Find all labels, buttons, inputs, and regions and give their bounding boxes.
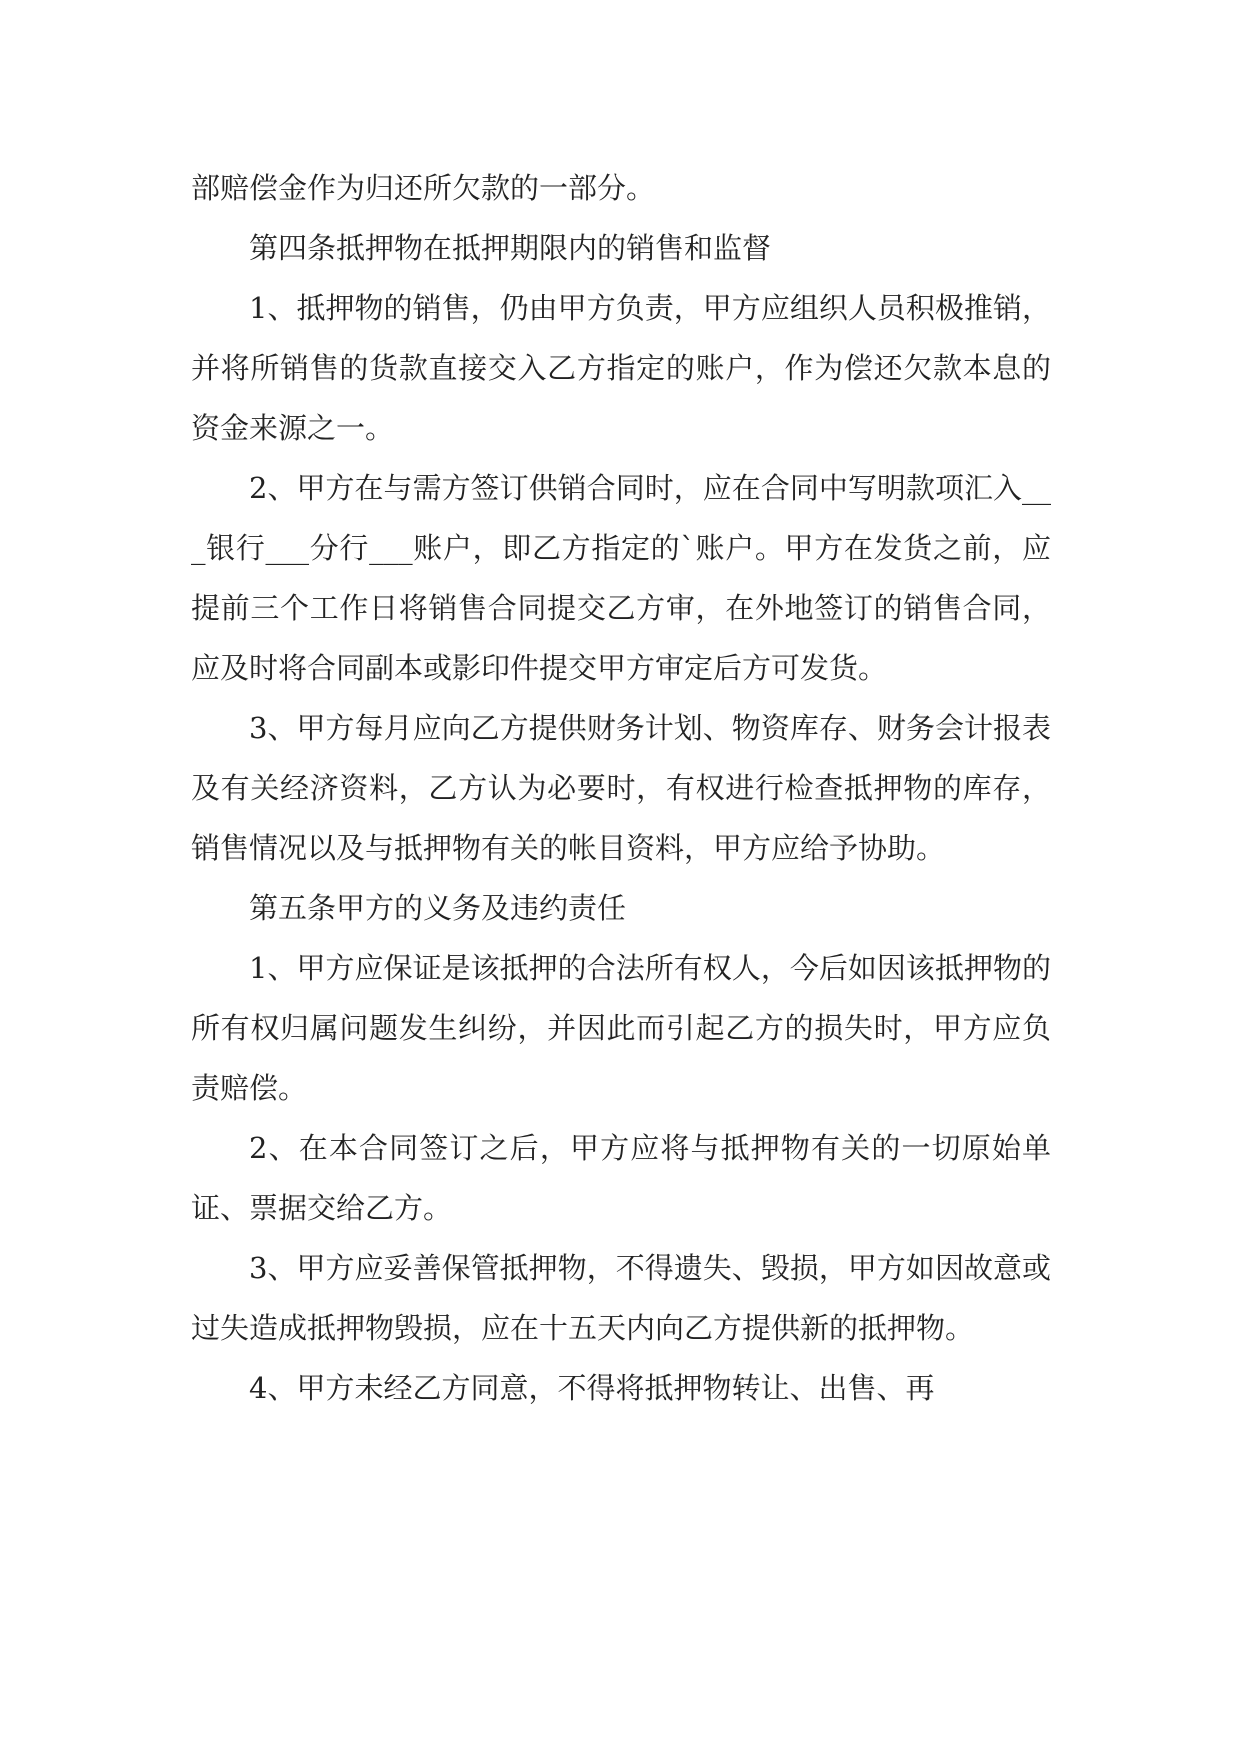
document-body bbox=[191, 158, 1051, 1418]
article-5-heading: 第五条甲方的义务及违约责任 bbox=[249, 891, 627, 925]
article-4-clause-3: 3、甲方每月应向乙方提供财务计划、物资库存、财务会计报表及有关经济资料，乙方认为必要时，有权进行检查抵押物的库存，销售情况以及与抵押物有关的帐目资料，甲方应给予协助。 bbox=[191, 711, 1051, 865]
article-4-clause-2: 2、甲方在与需方签订供销合同时，应在合同中写明款项汇入___银行___分行___账户，即乙方指定的`账户。甲方在发货之前，应提前三个工作日将销售合同提交乙方审，在外地签订的销售合同，应及时将合同副本或影印件提交甲方审定后方可发货。 bbox=[191, 471, 1051, 685]
article-4-heading: 第四条抵押物在抵押期限内的销售和监督 bbox=[249, 231, 772, 265]
article-4-clause-1: 1、抵押物的销售，仍由甲方负责，甲方应组织人员积极推销，并将所销售的货款直接交入乙方指定的账户，作为偿还欠款本息的资金来源之一。 bbox=[191, 291, 1051, 445]
article-5-clause-2: 2、在本合同签订之后，甲方应将与抵押物有关的一切原始单证、票据交给乙方。 bbox=[191, 1131, 1051, 1225]
paragraph-continuation: 部赔偿金作为归还所欠款的一部分。 bbox=[191, 171, 656, 205]
article-5-clause-4: 4、甲方未经乙方同意，不得将抵押物转让、出售、再 bbox=[249, 1371, 935, 1405]
article-5-clause-1: 1、甲方应保证是该抵押的合法所有权人，今后如因该抵押物的所有权归属问题发生纠纷，并因此而引起乙方的损失时，甲方应负责赔偿。 bbox=[191, 951, 1051, 1105]
article-5-clause-3: 3、甲方应妥善保管抵押物，不得遗失、毁损，甲方如因故意或过失造成抵押物毁损，应在十五天内向乙方提供新的抵押物。 bbox=[191, 1251, 1051, 1345]
